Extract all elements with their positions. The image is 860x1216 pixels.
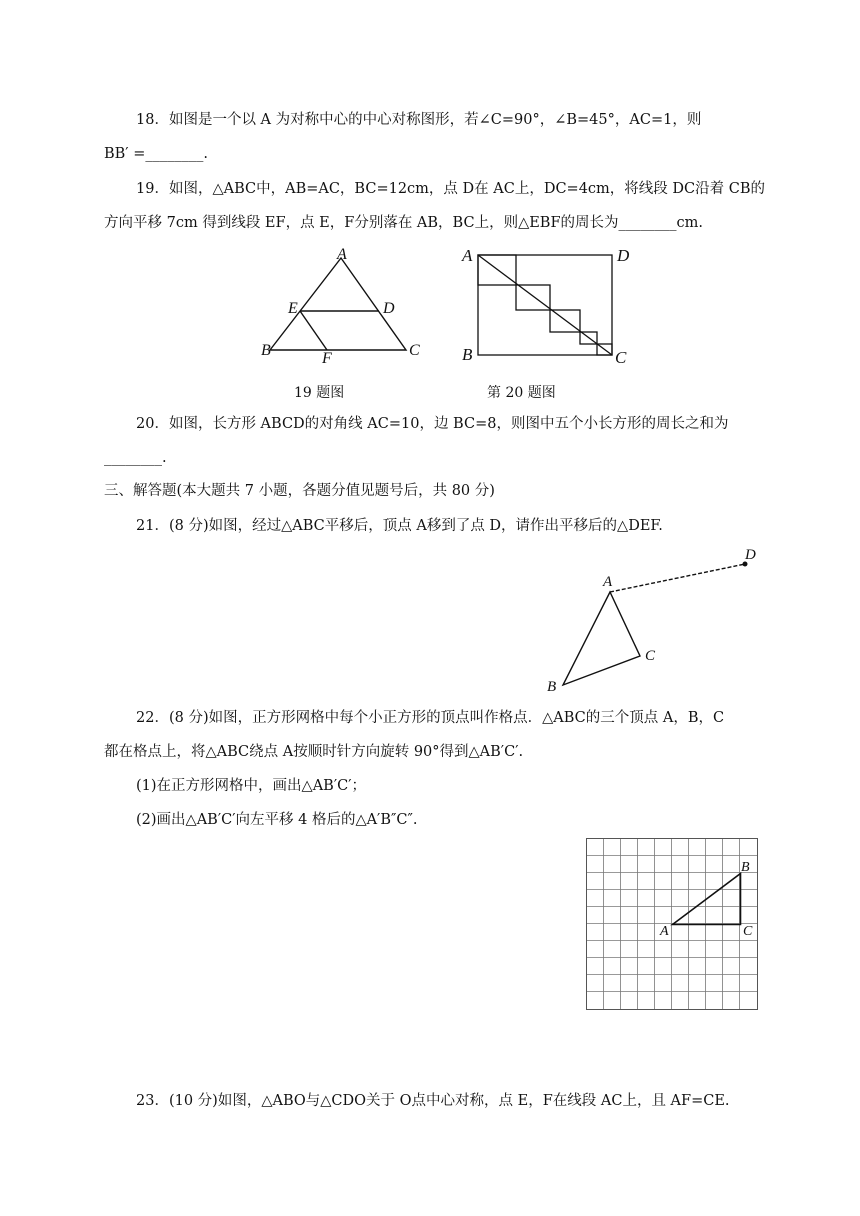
label-a: A <box>603 574 613 590</box>
q20-line2: ________. <box>104 450 167 466</box>
label-a: A <box>337 246 347 263</box>
small-rect-3 <box>550 310 580 332</box>
label-a: A <box>462 246 473 265</box>
q21-text: 21．(8 分)如图，经过△ABC平移后，顶点 A移到了点 D，请作出平移后的△DEF. <box>136 518 663 534</box>
figure-19-caption: 19 题图 <box>294 385 345 401</box>
q18-line1: 18．如图是一个以 A 为对称中心的中心对称图形，若∠C=90°，∠B=45°，AC=1，则 <box>136 112 702 128</box>
figure-19 <box>255 245 435 370</box>
figure-21 <box>540 545 765 695</box>
label-b: B <box>462 345 473 364</box>
label-c: C <box>615 348 627 367</box>
label-b: B <box>547 679 557 695</box>
translation-ad <box>610 564 745 592</box>
figure-20 <box>460 245 640 365</box>
triangle-abc <box>673 874 741 925</box>
q19-line1: 19．如图，△ABC中，AB=AC，BC=12cm，点 D在 AC上，DC=4cm，将线段 DC沿着 CB的 <box>136 181 765 197</box>
label-c: C <box>743 924 753 939</box>
label-c: C <box>409 342 420 359</box>
q18-line2: BB′ =________. <box>104 146 208 162</box>
label-d: D <box>383 300 395 317</box>
q20-line1: 20．如图，长方形 ABCD的对角线 AC=10，边 BC=8，则图中五个小长方形的周长之和为 <box>136 416 729 432</box>
q23-text: 23．(10 分)如图，△ABO与△CDO关于 O点中心对称，点 E，F在线段 AC上，且 AF=CE. <box>136 1093 730 1109</box>
diagonal-ac <box>478 255 612 355</box>
segment-ef <box>300 311 327 350</box>
label-e: E <box>288 300 298 317</box>
label-b: B <box>741 860 750 875</box>
label-a: A <box>660 924 669 939</box>
label-c: C <box>645 648 656 664</box>
label-f: F <box>322 350 332 367</box>
triangle-abc <box>563 592 640 685</box>
q19-line2: 方向平移 7cm 得到线段 EF，点 E，F分别落在 AB，BC上，则△EBF的周长为________cm. <box>104 215 704 231</box>
label-d: D <box>617 246 630 265</box>
q22-part1: (1)在正方形网格中，画出△AB′C′； <box>136 778 366 794</box>
label-d: D <box>745 547 756 563</box>
figure-22-grid <box>586 838 761 1013</box>
q22-line2: 都在格点上，将△ABC绕点 A按顺时针方向旋转 90°得到△AB′C′. <box>104 744 524 760</box>
figure-20-caption: 第 20 题图 <box>487 385 556 401</box>
q22-line1: 22．(8 分)如图，正方形网格中每个小正方形的顶点叫作格点．△ABC的三个顶点 A，B，C <box>136 710 725 726</box>
small-rect-2 <box>516 285 550 310</box>
q22-part2: (2)画出△AB′C′向左平移 4 格后的△A′B″C″. <box>136 812 418 828</box>
section3-heading: 三、解答题(本大题共 7 小题，各题分值见题号后，共 80 分) <box>104 483 495 499</box>
label-b: B <box>261 342 271 359</box>
